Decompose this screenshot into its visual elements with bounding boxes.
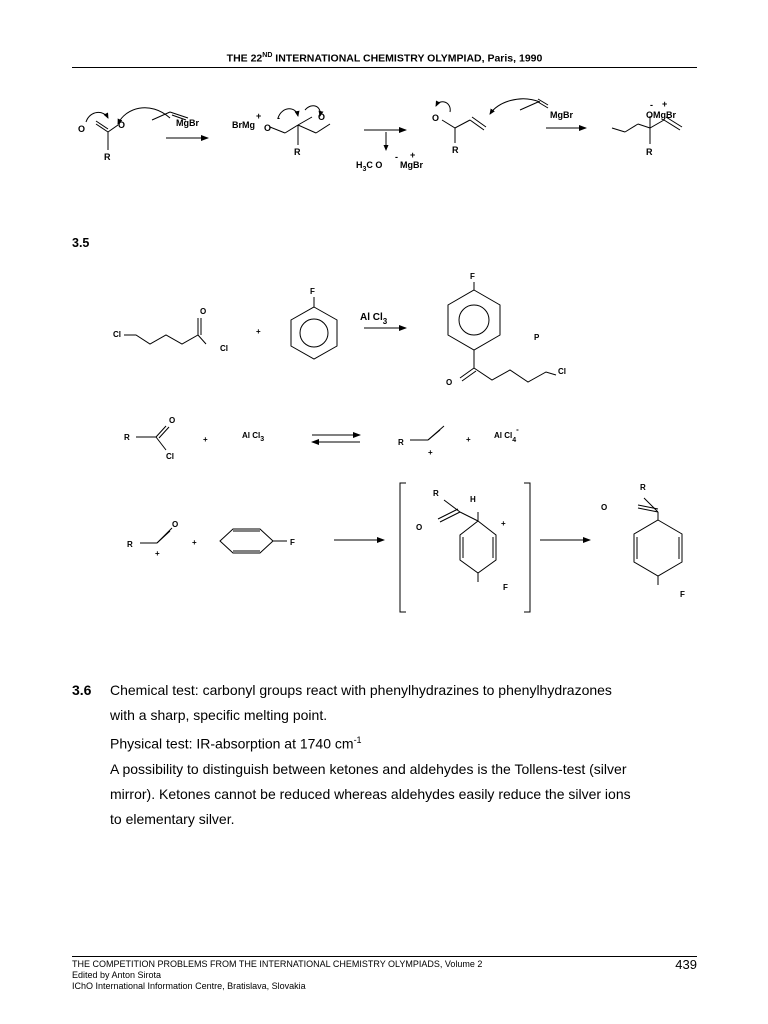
s4-o: O (172, 520, 179, 529)
s3-alcl4: Al Cl4- (494, 425, 519, 444)
page-number: 439 (675, 957, 697, 972)
s1-r3: R (452, 145, 459, 155)
s3-cl: Cl (166, 452, 174, 461)
s1-r1: R (104, 152, 111, 162)
footer-line: Edited by Anton Sirota (72, 970, 162, 980)
s2-plus: + (256, 327, 261, 336)
section-3-5-label: 3.5 (72, 236, 90, 250)
s4-r: R (127, 540, 133, 549)
text-line: to elementary silver. (110, 810, 235, 827)
s2-cl2: Cl (220, 344, 228, 353)
page-header: THE 22ND INTERNATIONAL CHEMISTRY OLYMPIAD, Paris, 1990 (226, 52, 543, 65)
s2-cl-product: Cl (558, 367, 566, 376)
s4-o-int: O (416, 523, 423, 532)
text-line: mirror). Ketones cannot be reduced whereas aldehydes easily reduce the silver ions (110, 785, 631, 802)
s1-o3: O (432, 113, 440, 123)
s4-r-int: R (433, 489, 439, 498)
s4-r-prod: R (640, 483, 646, 492)
s1-plus2: + (410, 150, 416, 160)
section-3-6 (72, 678, 697, 832)
s1-plus1: + (256, 111, 262, 121)
s4-plus-cation: + (155, 549, 160, 558)
s2-f-reagent: F (310, 287, 315, 296)
text-line: Chemical test: carbonyl groups react with phenylhydrazines to phenylhydrazones (110, 682, 612, 698)
s2-cl1: Cl (113, 330, 121, 339)
s2-alcl3: Al $Cl_3$ (360, 312, 388, 326)
s3-r2: R (398, 438, 404, 447)
physical-test-line: Physical test: IR-absorption at 1740 $cm^{-1}$ (110, 735, 362, 752)
s4-o-prod: O (601, 503, 608, 512)
s4-f-prod: F (680, 590, 685, 599)
section-3-6-label: 3.6 (72, 682, 92, 698)
s2-o-acyl: O (200, 307, 207, 316)
s3-plus-b: + (466, 435, 471, 444)
s4-plus-a: + (192, 538, 197, 547)
s1-omgbr: OMgBr (646, 110, 676, 120)
s1-o2b: O (318, 112, 326, 122)
s1-o2: O (264, 123, 272, 133)
s2-o-product: O (446, 378, 453, 387)
text-line: A possibility to distinguish between ketones and aldehydes is the Tollens-test (silver (110, 760, 627, 777)
s1-mgbr1: MgBr (176, 118, 199, 128)
s4-f-int: F (503, 583, 508, 592)
s1-plus3: + (662, 99, 668, 109)
s1-minus1: - (277, 113, 280, 123)
s1-mgbr2: MgBr (550, 110, 573, 120)
text-line: with a sharp, specific melting point. (110, 707, 328, 723)
s3-r: R (124, 433, 130, 442)
footer-line: THE COMPETITION PROBLEMS FROM THE INTERNATIONAL CHEMISTRY OLYMPIADS, Volume 2 (72, 959, 483, 969)
s4-f1: F (290, 538, 295, 547)
s3-o: O (169, 416, 176, 425)
s1-minus3: - (650, 100, 653, 110)
s1-minus2: - (395, 152, 398, 162)
s2-p-label: P (534, 333, 540, 342)
s3-plus-cation: + (428, 448, 433, 457)
s2-f-product: F (470, 272, 475, 281)
s4-plus-int: + (501, 519, 506, 528)
footer-line: IChO International Information Centre, Bratislava, Slovakia (72, 981, 306, 991)
s3-alcl3: Al Cl3 (242, 431, 265, 443)
s1-o-left: O (78, 124, 86, 134)
s4-h-int: H (470, 495, 476, 504)
s1-h3c: $H_3C$ O (356, 160, 383, 173)
page-footer (72, 959, 482, 992)
s1-brmg: BrMg (232, 120, 255, 130)
s1-r2: R (294, 147, 301, 157)
s1-mgbr-out: MgBr (400, 160, 423, 170)
s3-plus-a: + (203, 435, 208, 444)
s1-r4: R (646, 147, 653, 157)
s1-o-ring: O (118, 120, 126, 130)
footer-rule (72, 956, 697, 957)
acylation-scheme (124, 282, 556, 382)
